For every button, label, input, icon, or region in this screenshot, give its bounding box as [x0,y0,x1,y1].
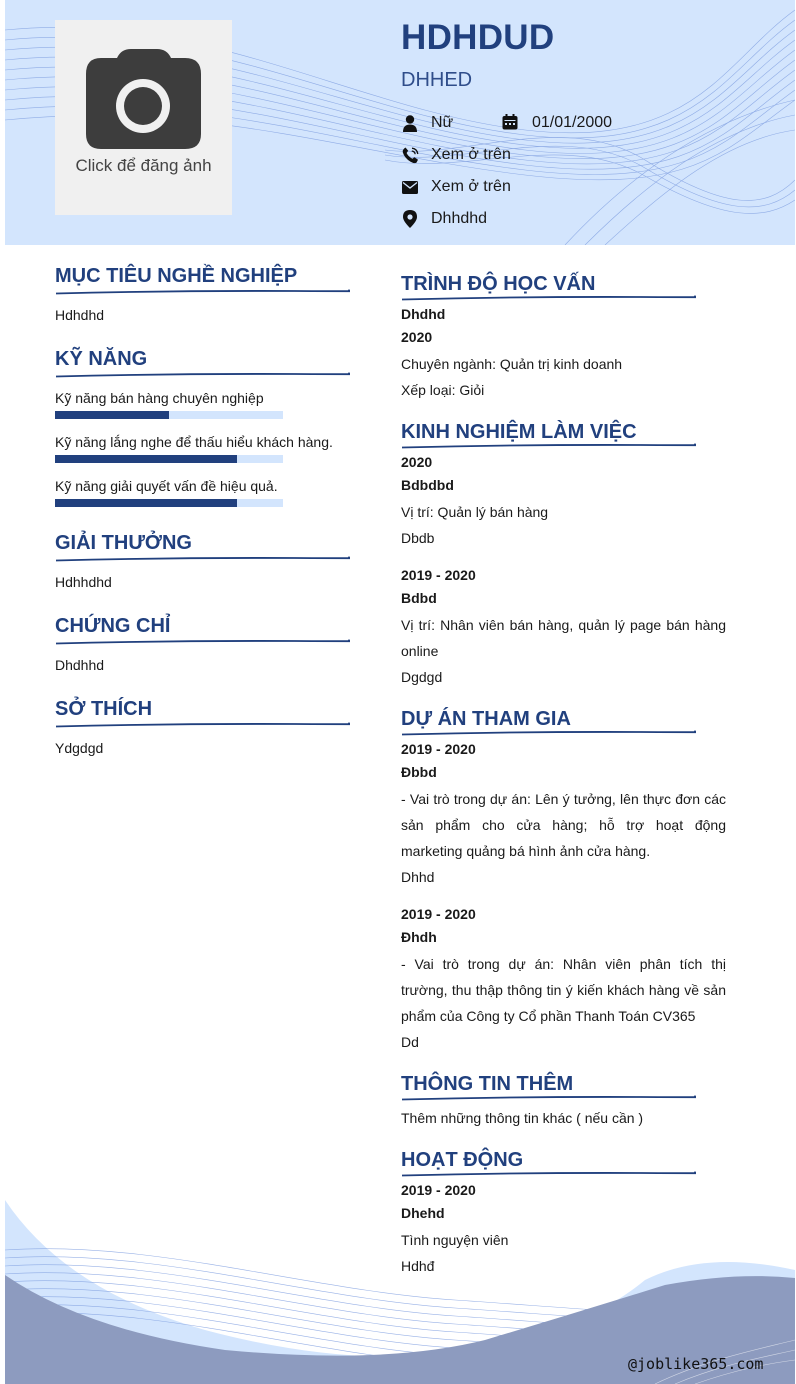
experience-company: Bdbd [401,590,437,606]
photo-upload[interactable] [55,20,232,215]
activities-title: HOẠT ĐỘNG [401,1149,524,1171]
education-year: 2020 [401,329,433,345]
phone-value: Xem ở trên [431,146,511,163]
hobbies-text: Ydgdgd [55,740,104,756]
project-desc: Dhhd [401,869,435,885]
candidate-position: DHHED [401,69,473,91]
calendar-icon [502,114,520,132]
gender-value: Nữ [431,114,454,131]
objective-underline [55,288,350,296]
hobbies-underline [55,721,350,729]
experience-desc: Dgdgd [401,669,443,685]
project-time: 2019 - 2020 [401,906,476,922]
skill-label: Kỹ năng giải quyết vấn đề hiệu quả. [55,478,278,494]
certificates-title: CHỨNG CHỈ [55,615,171,637]
candidate-name: HDHDUD [401,18,555,57]
birthday-row [502,112,612,134]
skill-bar [55,499,283,507]
phone-icon [401,146,419,164]
project-role: - Vai trò trong dự án: Lên ý tưởng, lên thực đơn các sản phẩm cho cửa hàng; hỗ trợ hoạt động marketing quảng bá hình ảnh cửa hàng. [401,791,726,859]
phone-row [401,144,511,166]
hobbies-title: SỞ THÍCH [55,698,153,720]
camera-icon [85,48,203,150]
education-major: Chuyên ngành: Quản trị kinh doanh [401,356,623,372]
project-time: 2019 - 2020 [401,741,476,757]
skill-bar [55,411,283,419]
project-name: Đhdh [401,929,437,945]
education-grade: Xếp loại: Giỏi [401,382,485,398]
map-pin-icon [401,210,419,228]
envelope-icon [401,178,419,196]
skill-fill [55,455,237,463]
project-role: - Vai trò trong dự án: Nhân viên phân tích thị trường, thu thập thông tin ý kiến khách hàng về sản phẩm của Công ty Cổ phần Thanh Toán CV365 [401,956,726,1024]
activity-desc: Hdhđ [401,1258,435,1274]
certificates-underline [55,638,350,646]
projects-title: DỰ ÁN THAM GIA [401,708,571,730]
address-value: Dhhdhd [431,210,488,227]
awards-title: GIẢI THƯỞNG [55,532,192,554]
skill-fill [55,411,169,419]
site-watermark: @joblike365.com [628,1355,764,1373]
objective-text: Hdhdhd [55,307,105,323]
birthday-value: 01/01/2000 [532,114,613,131]
certificates-text: Dhdhhd [55,657,105,673]
activities-underline [401,1170,696,1178]
project-desc: Dd [401,1034,419,1050]
additional-title: THÔNG TIN THÊM [401,1073,574,1095]
experience-desc: Dbdb [401,530,435,546]
activity-role: Tình nguyện viên [401,1232,509,1248]
skill-label: Kỹ năng lắng nghe để thấu hiểu khách hàng. [55,434,333,450]
skills-title: KỸ NĂNG [55,348,148,370]
cv-page [5,0,795,1384]
user-icon [401,114,419,132]
education-school: Dhdhd [401,306,446,322]
skill-fill [55,499,237,507]
experience-role: Vị trí: Quản lý bán hàng [401,504,549,520]
additional-underline [401,1094,696,1102]
gender-row [401,112,453,134]
experience-time: 2019 - 2020 [401,567,476,583]
experience-company: Bdbdbd [401,477,454,493]
experience-underline [401,442,696,450]
projects-underline [401,729,696,737]
skill-label: Kỹ năng bán hàng chuyên nghiệp [55,390,264,406]
photo-upload-label: Click để đăng ảnh [75,156,212,175]
education-title: TRÌNH ĐỘ HỌC VẤN [401,273,596,295]
experience-role: Vị trí: Nhân viên bán hàng, quản lý page bán hàng online [401,617,726,659]
email-row [401,176,511,198]
experience-title: KINH NGHIỆM LÀM VIỆC [401,421,637,443]
email-value: Xem ở trên [431,178,511,195]
project-name: Đbbd [401,764,437,780]
additional-text: Thêm những thông tin khác ( nếu cần ) [401,1110,644,1126]
awards-text: Hdhhdhd [55,574,112,590]
objective-title: MỤC TIÊU NGHỀ NGHIỆP [55,265,298,287]
experience-time: 2020 [401,454,433,470]
awards-underline [55,555,350,563]
address-row [401,208,487,230]
skill-bar [55,455,283,463]
activity-org: Dhehd [401,1205,445,1221]
footer-waves [5,1180,795,1384]
activity-time: 2019 - 2020 [401,1182,476,1198]
education-underline [401,294,696,302]
skills-underline [55,371,350,379]
